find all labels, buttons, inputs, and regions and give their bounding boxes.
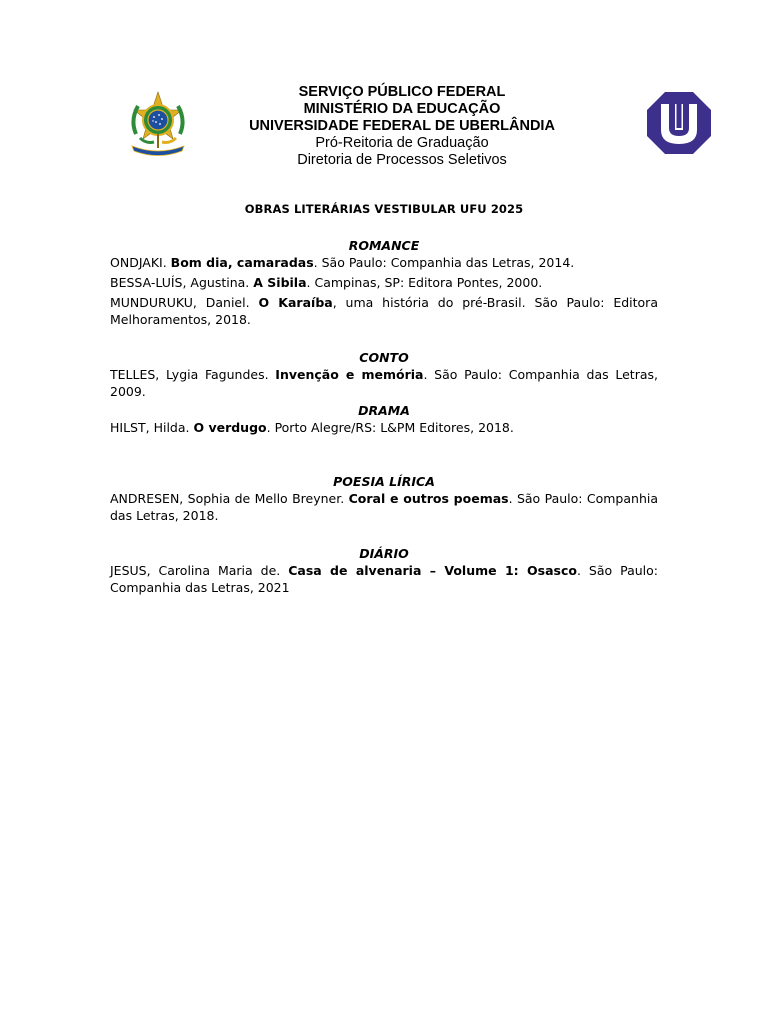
header-line-university: UNIVERSIDADE FEDERAL DE UBERLÂNDIA <box>249 118 555 134</box>
section-heading: ROMANCE <box>348 238 420 253</box>
section-drama <box>110 402 658 439</box>
list-item: HILST, Hilda. O verdugo. Porto Alegre/RS: L&PM Editores, 2018. <box>110 420 514 435</box>
section-diario <box>110 545 658 599</box>
section-romance <box>110 237 658 331</box>
header-line-ministry: MINISTÉRIO DA EDUCAÇÃO <box>303 101 501 117</box>
header-line-service: SERVIÇO PÚBLICO FEDERAL <box>298 84 506 100</box>
section-heading: CONTO <box>359 350 409 365</box>
list-item: MUNDURUKU, Daniel. O Karaíba, uma história do pré-Brasil. São Paulo: Editora Melhoramentos, 2018. <box>110 295 658 327</box>
ufu-logo-icon <box>647 92 711 154</box>
section-conto <box>110 349 658 403</box>
header-line-pro-rectory: Pró-Reitoria de Graduação <box>315 135 489 151</box>
section-heading: POESIA LÍRICA <box>333 474 435 489</box>
document-title: OBRAS LITERÁRIAS VESTIBULAR UFU 2025 <box>244 202 524 216</box>
section-poesia-lirica <box>110 473 658 527</box>
list-item: JESUS, Carolina Maria de. Casa de alvenaria – Volume 1: Osasco. São Paulo: Companhia das Letras, 2021 <box>110 563 659 595</box>
document-header <box>0 84 768 174</box>
institution-header-text <box>200 84 604 169</box>
list-item: TELLES, Lygia Fagundes. Invenção e memória. São Paulo: Companhia das Letras, 2009. <box>110 367 658 399</box>
header-line-directorate: Diretoria de Processos Seletivos <box>297 152 507 168</box>
list-item: BESSA-LUÍS, Agustina. A Sibila. Campinas, SP: Editora Pontes, 2000. <box>110 275 543 290</box>
section-heading: DRAMA <box>358 403 410 418</box>
section-heading: DIÁRIO <box>359 546 409 561</box>
brazil-coat-of-arms-icon <box>126 90 190 156</box>
list-item: ANDRESEN, Sophia de Mello Breyner. Coral e outros poemas. São Paulo: Companhia das Letras, 2018. <box>110 491 658 523</box>
list-item: ONDJAKI. Bom dia, camaradas. São Paulo: Companhia das Letras, 2014. <box>110 255 575 270</box>
